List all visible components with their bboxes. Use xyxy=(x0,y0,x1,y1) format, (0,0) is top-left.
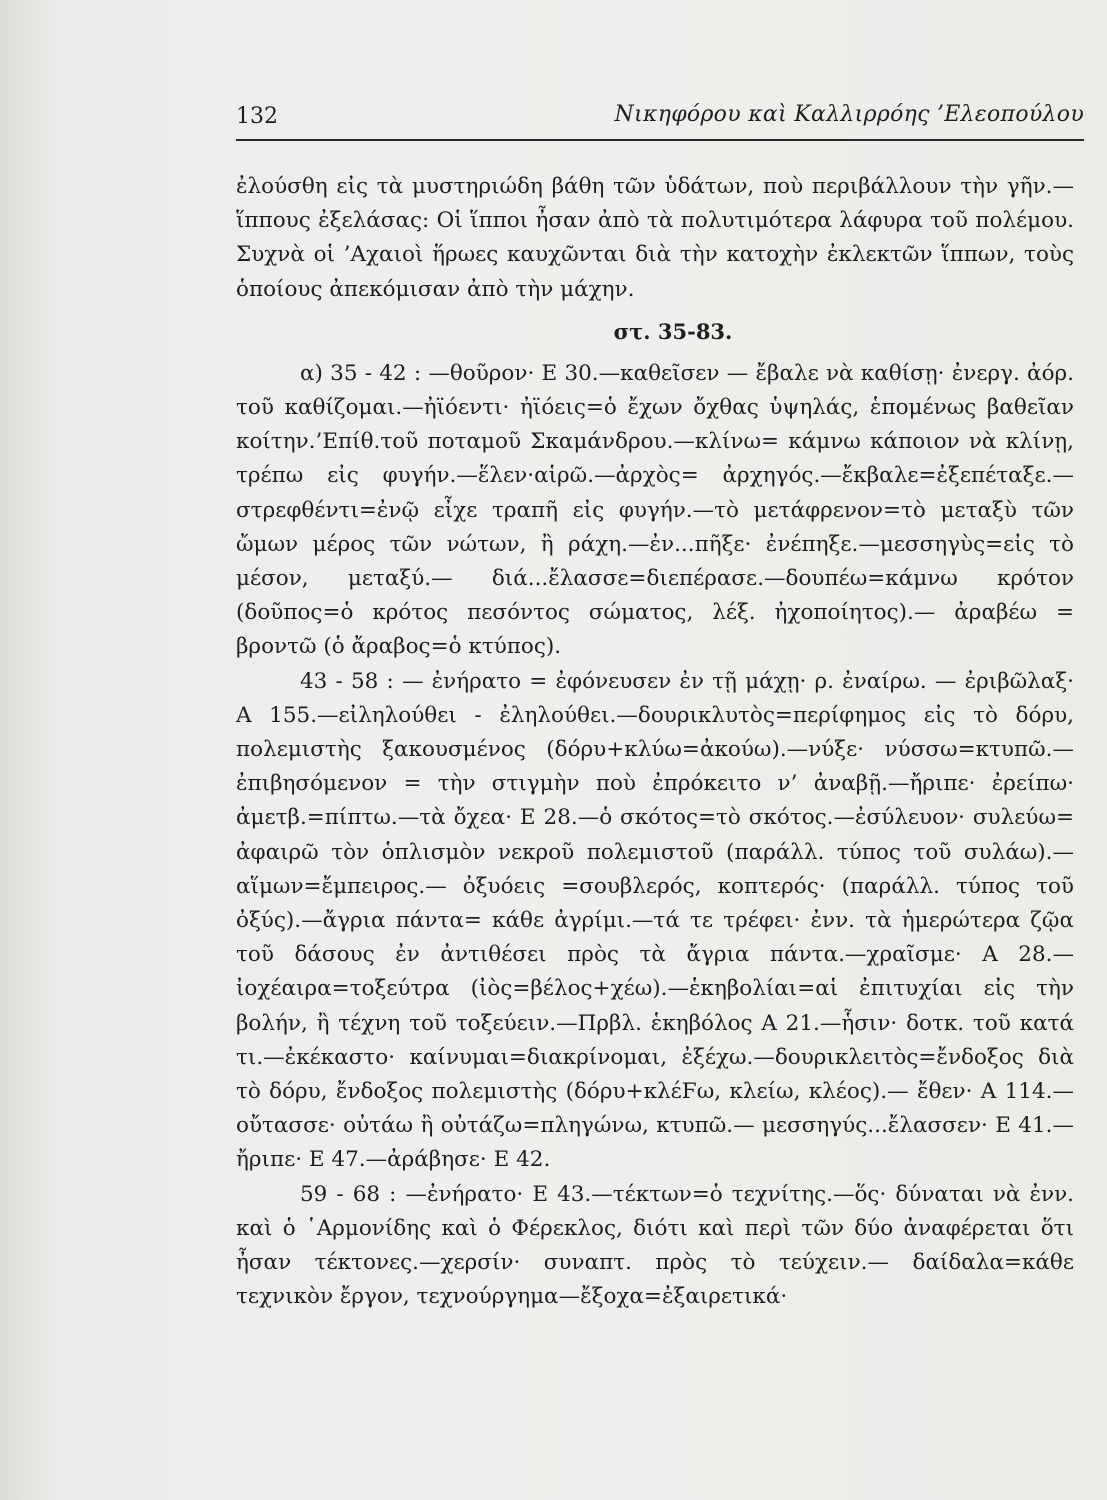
paragraph-43-58: 43 - 58 : — ἐνήρατο = ἐφόνευσεν ἐν τῇ μάχῃ· ρ. ἐναίρω. — ἐριβῶλαξ· Α 155.—εἰληλούθει - ἐληλούθει.—δουρικλυτὸς=περίφημος εἰς τὸ δόρυ, πολεμιστὴς ξακουσμένος (δόρυ+κλύω=ἀκούω).—νύξε· νύσσω=κτυπῶ.—ἐπιβησόμενον = τὴν στιγμὴν ποὺ ἐπρόκειτο ν’ ἀναβῇ.—ἤριπε· ἐρείπω· ἀμετβ.=πίπτω.—τὰ ὄχεα· Ε 28.—ὁ σκότος=τὸ σκότος.—ἐσύλευον· συλεύω= ἀφαιρῶ τὸν ὁπλισμὸν νεκροῦ πολεμιστοῦ (παράλλ. τύπος τοῦ συλάω).—αἵμων=ἔμπειρος.— ὀξυόεις =σουβλερός, κοπτερός· (παράλλ. τύπος τοῦ ὀξύς).—ἄγρια πάντα= κάθε ἀγρίμι.—τά τε τρέφει· ἐνν. τὰ ἡμερώτερα ζῷα τοῦ δάσους ἐν ἀντιθέσει πρὸς τὰ ἄγρια πάντα.—χραῖσμε· Α 28.—ἰοχέαιρα=τοξεύτρα (ἰὸς=βέλος+χέω).—ἑκηβολίαι=αἱ ἐπιτυχίαι εἰς τὴν βολήν, ἢ τέχνη τοῦ τοξεύειν.—Πρβλ. ἑκηβόλος Α 21.—ἧσιν· δοτκ. τοῦ κατά τι.—ἐκέκαστο· καίνυμαι=διακρίνομαι, ἐξέχω.—δουρικλειτὸς=ἔνδοξος διὰ τὸ δόρυ, ἔνδοξος πολεμιστὴς (δόρυ+κλέϜω, κλείω, κλέος).— ἔθεν· Α 114.—οὔτασσε· οὐτάω ἢ οὐτάζω=πληγώνω, κτυπῶ.— μεσσηγύς...ἔλασσεν· Ε 41.—ἤριπε· Ε 47.—ἀράβησε· Ε 42. xyxy=(236,668,1074,1173)
paragraph-35-42: α) 35 - 42 : —θοῦρον· Ε 30.—καθεῖσεν — ἔβαλε νὰ καθίσῃ· ἐνεργ. ἀόρ. τοῦ καθίζομαι.—ἠϊόεντι· ἠϊόεις=ὁ ἔχων ὄχθας ὑψηλάς, ἑπομένως βαθεῖαν κοίτην.’Επίθ.τοῦ ποταμοῦ Σκαμάνδρου.—κλίνω= κάμνω κάποιον νὰ κλίνῃ, τρέπω εἰς φυγήν.—ἕλεν·αἱρῶ.—ἀρχὸς= ἀρχηγός.—ἔκβαλε=ἐξεπέταξε.—στρεφθέντι=ἐνῷ εἶχε τραπῆ εἰς φυγήν.—τὸ μετάφρενον=τὸ μεταξὺ τῶν ὤμων μέρος τῶν νώτων, ἢ ράχη.—ἐν...πῆξε· ἐνέπηξε.—μεσσηγὺς=εἰς τὸ μέσον, μεταξύ.— διά...ἔλασσε=διεπέρασε.—δουπέω=κάμνω κρότον (δοῦπος=ὁ κρότος πεσόντος σώματος, λέξ. ἠχοποίητος).— ἀραβέω = βροντῶ (ὁ ἄραβος=ὁ κτύπος). xyxy=(236,360,1074,660)
running-title: Νικηφόρου καὶ Καλλιρρόης ’Ελεοπούλου xyxy=(614,102,1084,127)
paragraph-59-68: 59 - 68 : —ἐνήρατο· Ε 43.—τέκτων=ὁ τεχνίτης.—ὅς· δύναται νὰ ἐνν. καὶ ὁ ῾Αρμονίδης καὶ ὁ Φέρεκλος, διότι καὶ περὶ τῶν δύο ἀναφέρεται ὅτι ἦσαν τέκτονες.—χερσίν· συναπτ. πρὸς τὸ τεύχειν.— δαίδαλα=κάθε τεχνικὸν ἔργον, τεχνούργημα—ἔξοχα=ἐξαιρετικά· xyxy=(236,1181,1074,1310)
header-rule xyxy=(236,139,1084,141)
commentary-body xyxy=(236,170,1074,1315)
section-heading: στ. 35-83. xyxy=(613,318,733,344)
running-head xyxy=(236,98,1084,136)
paragraph-continued: ἐλούσθη εἰς τὰ μυστηριώδη βάθη τῶν ὑδάτων, ποὺ περιβάλλουν τὴν γῆν.—ἵππους ἐξελάσας: Οἱ ἵπποι ἦσαν ἀπὸ τὰ πολυτιμότερα λάφυρα τοῦ πολέμου. Συχνὰ οἱ ’Αχαιοὶ ἥρωες καυχῶνται διὰ τὴν κατοχὴν ἐκλεκτῶν ἵππων, τοὺς ὁποίους ἀπεκόμισαν ἀπὸ τὴν μάχην. xyxy=(236,174,1074,302)
page-number: 132 xyxy=(236,104,278,129)
